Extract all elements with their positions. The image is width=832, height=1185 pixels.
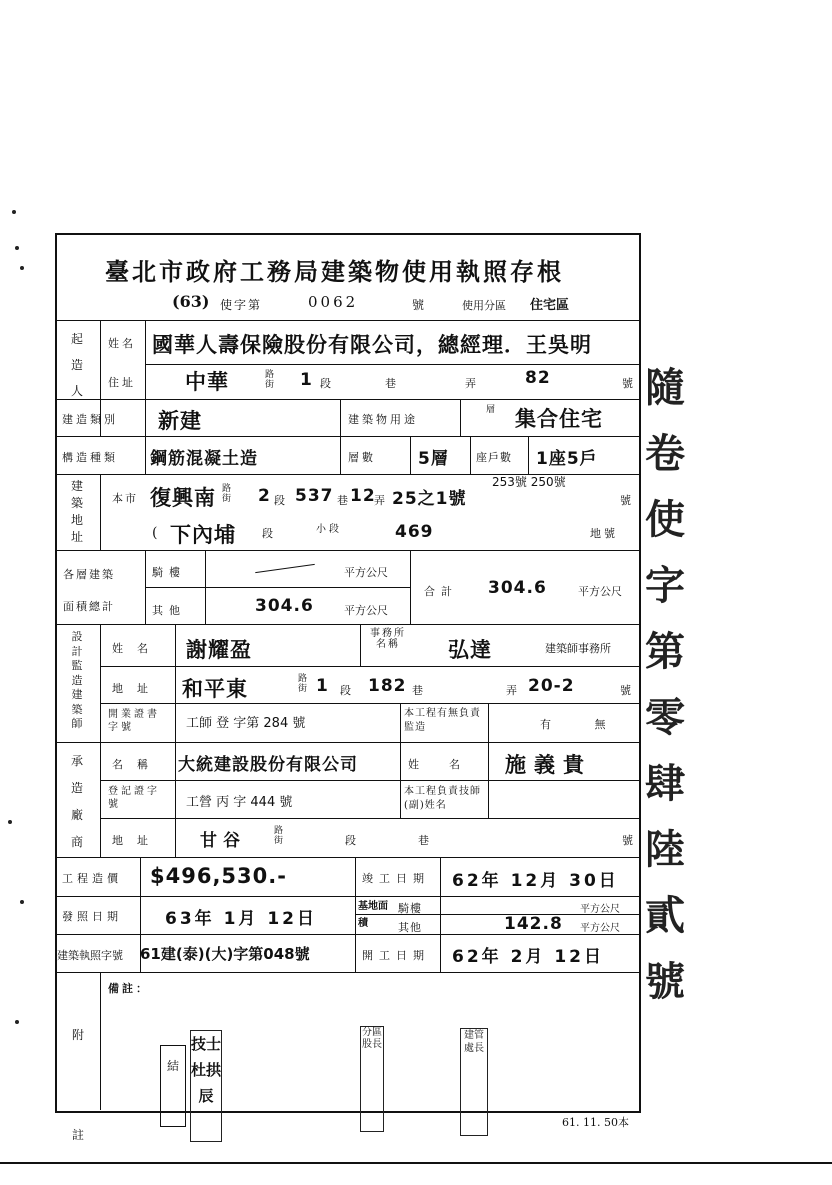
site-lot: 469: [395, 522, 434, 542]
architect-addr-sec: 1: [316, 676, 329, 696]
director-stamp: 建管處長: [460, 1028, 488, 1136]
year-number: (63): [172, 292, 210, 311]
area-arcade-unit: 平方公尺: [344, 566, 388, 579]
rule: [205, 550, 206, 624]
rule: [55, 972, 641, 973]
architect-lane-label: 巷: [412, 684, 426, 697]
units-value: 1座5戶: [536, 449, 598, 469]
margin-annotation: 隨卷使字第 零肆陸貳號: [645, 365, 685, 1005]
sign-box: 結: [160, 1045, 186, 1127]
form-title: 臺北市政府工務局建築物使用執照存根: [105, 257, 564, 286]
build-use-value: 集合住宅: [515, 407, 603, 431]
site-area-label: 基地面積: [358, 901, 388, 929]
contractor-name-label: 名稱: [112, 758, 162, 771]
binder-mark: [20, 266, 24, 270]
applicant-no-label: 號: [622, 377, 636, 390]
binder-mark: [15, 1020, 19, 1024]
architect-addr-road: 和平東: [182, 677, 248, 701]
rule: [55, 550, 641, 551]
contractor-reg: 工營 丙 字 444 號: [186, 795, 293, 810]
floors-label: 層數: [348, 451, 376, 464]
contractor-tech-label: 本工程負責技師(副)姓名: [404, 786, 481, 811]
zone-value: 住宅區: [530, 298, 570, 313]
build-type-label: 建造類別: [62, 413, 118, 426]
contractor-reg-label: 登記證字號: [108, 786, 160, 810]
applicant-name: 國華人壽保險股份有限公司，總經理．王吳明: [152, 333, 592, 357]
bottom-edge: [0, 1162, 832, 1164]
serial-number: 0062: [308, 293, 359, 311]
build-use-floor: 層: [486, 405, 499, 415]
area-label-2: 面積總計: [63, 600, 115, 613]
rule: [528, 436, 529, 474]
site-no-extra: 253號 250號: [492, 475, 566, 489]
site-land-no: 地號: [590, 527, 618, 540]
rule: [175, 666, 176, 857]
permit-value: 61建(泰)(大)字第048號: [140, 945, 310, 963]
rule: [440, 857, 441, 972]
architect-addr-lane: 182: [368, 676, 407, 696]
site-lane-label: 巷: [337, 494, 351, 507]
rule: [100, 972, 101, 1110]
rule: [470, 436, 471, 474]
rule: [460, 399, 461, 436]
rule: [55, 624, 641, 625]
serial-suffix: 號: [412, 298, 425, 312]
contractor-lane-label: 巷: [418, 834, 432, 847]
build-type-value: 新建: [158, 409, 202, 433]
architect-no-label: 號: [620, 684, 634, 697]
contractor-addr: 甘谷: [200, 831, 246, 851]
rule: [55, 934, 641, 935]
rule: [100, 780, 641, 781]
contractor-sec-label: 段: [345, 834, 359, 847]
architect-addr-no: 20-2: [528, 676, 575, 696]
rule: [55, 399, 641, 400]
site-road: 復興南: [150, 486, 216, 510]
rule: [355, 857, 356, 972]
site-area-value: 142.8: [504, 914, 563, 934]
area-total-unit: 平方公尺: [578, 585, 622, 598]
contractor-addr-label: 地址: [112, 834, 162, 847]
applicant-sec-label: 段: [320, 377, 334, 390]
rule: [145, 587, 410, 588]
site-city: 本市: [112, 492, 138, 505]
units-label: 座戶數: [476, 451, 512, 464]
architect-group-label: 設計監造建築師: [71, 630, 83, 730]
site-land-sec: 段: [262, 527, 276, 540]
contractor-name: 大統建設股份有限公司: [178, 755, 358, 775]
area-total-label: 合計: [424, 585, 458, 598]
contractor-group-label: 承造廠商: [70, 754, 83, 849]
architect-name: 謝耀盈: [186, 638, 252, 662]
site-paren: (: [152, 525, 161, 541]
rule: [100, 666, 641, 667]
print-code: 61. 11. 50本: [562, 1116, 629, 1129]
architect-sec-label: 段: [340, 684, 354, 697]
rule: [145, 399, 146, 474]
rule: [145, 364, 641, 365]
site-area-unit-1: 平方公尺: [580, 904, 620, 915]
architect-addr-label: 地址: [112, 682, 162, 695]
applicant-group-label: 起造人: [70, 332, 83, 398]
section-chief-stamp: 分區股長: [360, 1026, 384, 1132]
architect-supervisor-label: 本工程有無負責監造: [404, 708, 481, 733]
site-no-label: 號: [620, 494, 634, 507]
rule: [100, 624, 101, 857]
rule: [100, 474, 101, 550]
architect-office: 弘達: [448, 638, 492, 662]
architect-license-label: 開業證書字號: [108, 709, 160, 733]
site-land: 下內埔: [170, 523, 236, 547]
applicant-no: 82: [525, 368, 551, 388]
rule: [410, 436, 411, 474]
architect-supervisor: 有 無: [540, 718, 626, 731]
rule: [175, 624, 176, 666]
area-arcade-label: 騎樓: [152, 566, 186, 579]
permit-label: 建築執照字號: [57, 949, 123, 962]
rule: [410, 550, 411, 624]
binder-mark: [8, 820, 12, 824]
area-other-unit: 平方公尺: [344, 604, 388, 617]
rule: [145, 550, 146, 624]
engineer-stamp: 技士杜拱辰: [190, 1030, 222, 1142]
site-sec-label: 段: [274, 494, 288, 507]
binder-mark: [20, 900, 24, 904]
architect-office-label: 事務所名稱: [370, 628, 406, 650]
cost-value: $496,530.-: [150, 864, 287, 888]
done-value: 62年 12月 30日: [452, 871, 619, 891]
rule: [100, 818, 641, 819]
rule: [100, 703, 641, 704]
start-label: 開工日期: [362, 949, 430, 962]
rule: [360, 624, 361, 666]
rule: [55, 742, 641, 743]
contractor-no-label: 號: [622, 834, 636, 847]
contractor-road-label: 路街: [274, 826, 284, 846]
applicant-sec: 1: [300, 370, 313, 390]
site-lane: 537: [295, 486, 334, 506]
area-total-value: 304.6: [488, 578, 547, 598]
site-area-other: 其他: [398, 921, 422, 934]
issue-value: 63年 1月 12日: [165, 909, 317, 929]
applicant-name-label: 姓名: [108, 337, 136, 350]
applicant-alley-label: 弄: [465, 377, 479, 390]
site-area-unit-2: 平方公尺: [580, 923, 620, 934]
applicant-lane-label: 巷: [385, 377, 399, 390]
site-sec: 2: [258, 486, 271, 506]
start-value: 62年 2月 12日: [452, 947, 604, 967]
architect-name-label: 姓名: [112, 642, 162, 655]
rule: [55, 436, 641, 437]
rule: [400, 703, 401, 818]
issue-label: 發照日期: [62, 910, 122, 923]
rule: [55, 896, 641, 897]
site-group-label: 建築地址: [70, 479, 83, 544]
floors-value: 5層: [418, 449, 449, 469]
applicant-road-label: 路街: [265, 370, 275, 390]
area-other-label: 其他: [152, 604, 186, 617]
binder-mark: [12, 210, 16, 214]
contractor-person: 施義貴: [505, 753, 592, 777]
binder-mark: [15, 246, 19, 250]
struct-label: 構造種類: [62, 451, 118, 464]
site-no: 25之1號: [392, 489, 467, 509]
site-area-arcade: 騎樓: [398, 902, 422, 915]
architect-office-suffix: 建築師事務所: [545, 642, 611, 655]
applicant-addr-road: 中華: [185, 370, 229, 394]
architect-road-label: 路街: [298, 674, 308, 694]
site-alley: 12: [350, 486, 376, 506]
zone-label: 使用分區: [462, 299, 506, 312]
area-other-value: 304.6: [255, 596, 314, 616]
build-use-label: 建築物用途: [348, 413, 418, 426]
serial-label: 使字第: [220, 298, 263, 312]
remarks-side-label: 附註: [72, 1028, 85, 1142]
rule: [340, 399, 341, 474]
done-label: 竣工日期: [362, 872, 430, 885]
area-label-1: 各層建築: [63, 568, 115, 581]
cost-label: 工程造價: [62, 872, 122, 885]
site-alley-label: 弄: [374, 494, 388, 507]
struct-value: 鋼筋混凝土造: [150, 449, 258, 469]
site-land-small: 小段: [316, 524, 342, 535]
remarks-note-label: 備註：: [108, 982, 150, 995]
rule: [55, 857, 641, 858]
architect-alley-label: 弄: [506, 684, 520, 697]
applicant-addr-label: 住址: [108, 376, 136, 389]
contractor-person-label: 姓名: [408, 758, 490, 771]
site-road-label: 路街: [222, 484, 232, 504]
rule: [55, 320, 641, 321]
architect-license: 工師 登 字第 284 號: [186, 716, 306, 731]
